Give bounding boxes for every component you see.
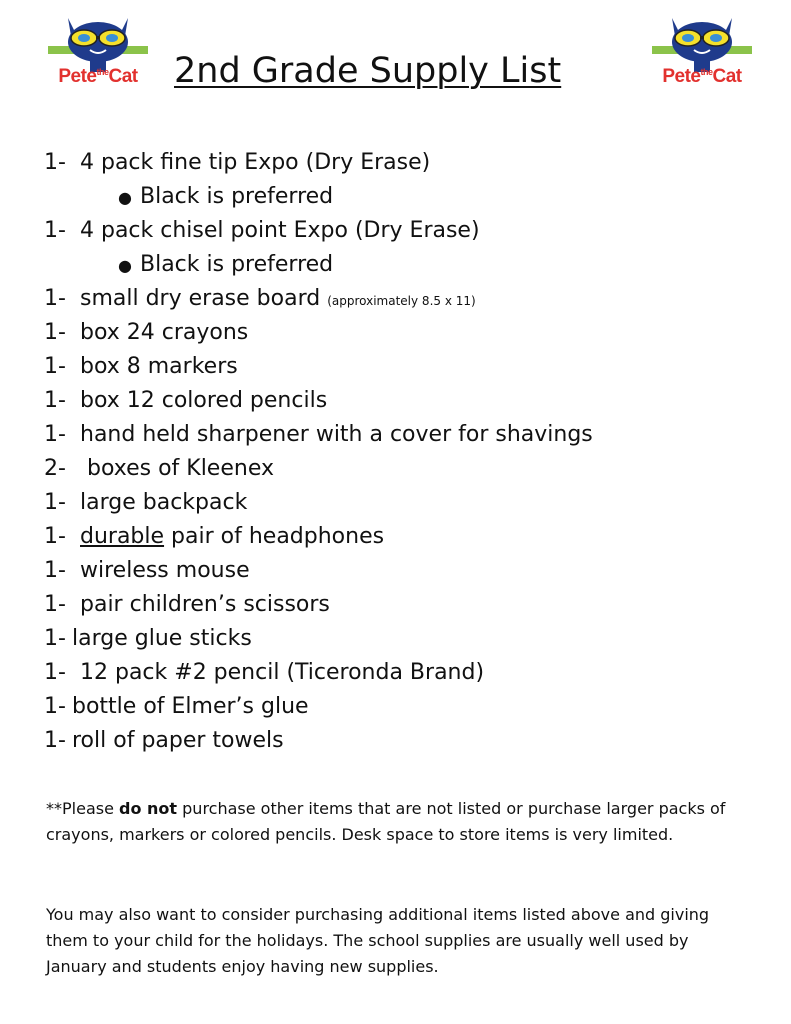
list-item: [44, 588, 593, 622]
item-quantity: 1-: [44, 728, 66, 753]
pete-the-cat-logo-left: [46, 12, 150, 96]
item-text: boxes of Kleenex: [80, 456, 274, 481]
list-item: [44, 452, 593, 486]
item-text: 12 pack #2 pencil (Ticeronda Brand): [80, 660, 485, 685]
list-item: [44, 622, 593, 656]
list-item: [44, 146, 593, 180]
item-quantity: 1-: [44, 354, 66, 379]
logo-wordmark: [650, 66, 754, 88]
item-emphasis: durable: [80, 524, 165, 549]
note-emphasis: do not: [119, 799, 178, 818]
pete-the-cat-logo-right: [650, 12, 754, 96]
item-quantity: 1-: [44, 422, 66, 447]
item-text: box 8 markers: [80, 354, 238, 379]
item-text: box 24 crayons: [80, 320, 249, 345]
list-item: [44, 418, 593, 452]
item-text: wireless mouse: [80, 558, 250, 583]
item-text: bottle of Elmer’s glue: [72, 694, 309, 719]
logo-name-right: Cat: [108, 66, 138, 87]
list-item: [44, 656, 593, 690]
bullet-icon: ●: [118, 188, 132, 207]
item-quantity: 1-: [44, 320, 66, 345]
item-quantity: 1-: [44, 626, 66, 651]
item-text: box 12 colored pencils: [80, 388, 328, 413]
list-item: [44, 316, 593, 350]
item-quantity: 1-: [44, 150, 66, 175]
bullet-icon: ●: [118, 256, 132, 275]
item-quantity: 1-: [44, 524, 66, 549]
list-item: [44, 690, 593, 724]
item-text: roll of paper towels: [72, 728, 284, 753]
logo-name-small: the: [700, 67, 713, 77]
list-item: [44, 350, 593, 384]
list-item: [44, 282, 593, 316]
item-quantity: 1-: [44, 490, 66, 515]
list-item: [44, 486, 593, 520]
item-text: large backpack: [80, 490, 248, 515]
holiday-note: You may also want to consider purchasing additional items listed above and giving them to your child for the holidays. The school supplies are usually well used by January and students enjoy having new supplies.: [46, 905, 710, 976]
item-text: 4 pack chisel point Expo (Dry Erase): [80, 218, 480, 243]
item-text: small dry erase board: [80, 286, 321, 311]
list-item: [44, 214, 593, 248]
list-subitem: [44, 248, 593, 282]
item-quantity: 1-: [44, 558, 66, 583]
list-subitem: [44, 180, 593, 214]
item-quantity: 2-: [44, 456, 66, 481]
item-quantity: 1-: [44, 286, 66, 311]
item-text: pair of headphones: [164, 524, 385, 549]
item-quantity: 1-: [44, 660, 66, 685]
logo-name-left: Pete: [58, 66, 97, 87]
purchase-note: [46, 796, 746, 848]
item-text: pair children’s scissors: [80, 592, 330, 617]
item-text: Black is preferred: [140, 184, 334, 209]
list-item: [44, 384, 593, 418]
item-text: 4 pack fine tip Expo (Dry Erase): [80, 150, 431, 175]
logo-name-right: Cat: [712, 66, 742, 87]
item-quantity: 1-: [44, 388, 66, 413]
note-prefix: **Please: [46, 799, 120, 818]
item-quantity: 1-: [44, 694, 66, 719]
page-title: 2nd Grade Supply List: [174, 51, 562, 91]
supply-list: [44, 146, 593, 758]
list-item: [44, 724, 593, 758]
item-quantity: 1-: [44, 218, 66, 243]
note-body: purchase other items that are not listed or purchase larger packs of crayons, markers or colored pencils. Desk space to store items is very limited.: [46, 799, 726, 844]
item-note: (approximately 8.5 x 11): [327, 294, 476, 308]
list-item: [44, 520, 593, 554]
item-quantity: 1-: [44, 592, 66, 617]
cat-icon: [650, 12, 754, 72]
logo-wordmark: [46, 66, 150, 88]
logo-name-small: the: [96, 67, 109, 77]
logo-name-left: Pete: [662, 66, 701, 87]
item-text: hand held sharpener with a cover for shavings: [80, 422, 593, 447]
item-text: large glue sticks: [72, 626, 252, 651]
item-text: Black is preferred: [140, 252, 334, 277]
list-item: [44, 554, 593, 588]
cat-icon: [46, 12, 150, 72]
